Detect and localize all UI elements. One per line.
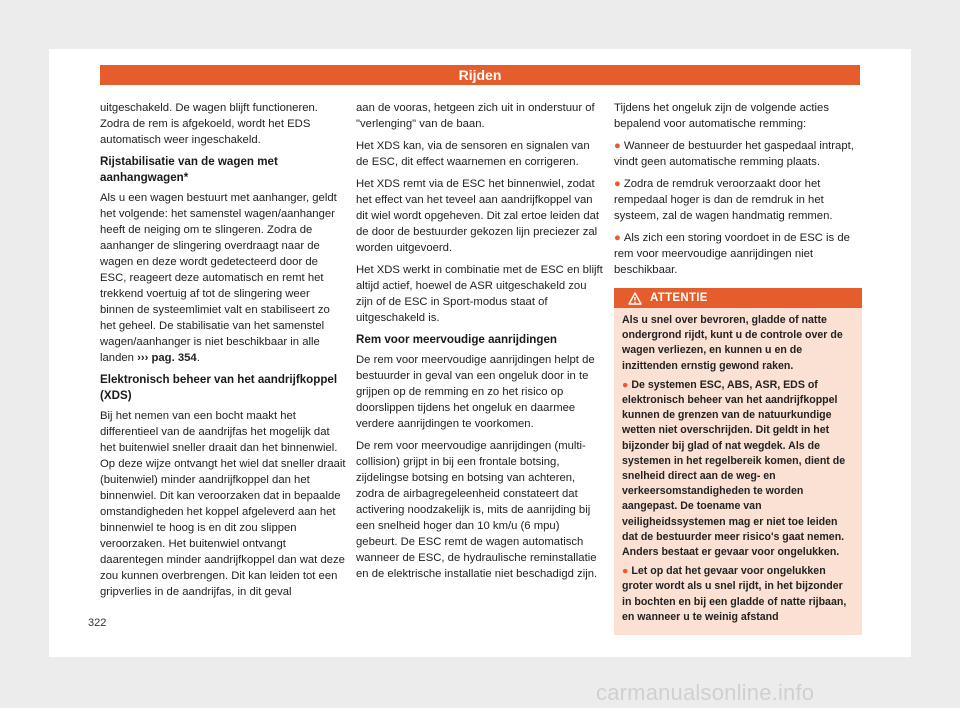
list-item: ● Zodra de remdruk veroorzaakt door het rempedaal hoger is dan de remdruk in het systeem, zal de wagen handmatig remmen. [614, 178, 833, 222]
paragraph: Het XDS kan, via de sensoren en signalen van de ESC, dit effect waarnemen en corrigeren. [356, 140, 590, 168]
bullet-icon: ● [614, 232, 621, 244]
paragraph: Tijdens het ongeluk zijn de volgende acties bepalend voor automatische remming: [614, 102, 829, 130]
bullet-icon: ● [614, 178, 621, 190]
section-title: Rijden [458, 67, 502, 83]
warning-list-item: ● Let op dat het gevaar voor ongelukken groter wordt als u snel rijdt, in het bijzonder in bochten en bij een gladde of natte rijbaan, en wanneer u te weinig afstand [622, 565, 847, 623]
heading-trailer-stabilization: Rijstabilisatie van de wagen met aanhangwagen* [100, 155, 278, 184]
list-item: ● Als zich een storing voordoet in de ESC is de rem voor meervoudige aanrijdingen niet beschikbaar. [614, 232, 850, 276]
list-item: ● Wanneer de bestuurder het gaspedaal intrapt, vindt geen automatische remming plaats. [614, 140, 854, 168]
paragraph: Het XDS werkt in combinatie met de ESC en blijft altijd actief, hoewel de ASR uitgeschakeld zou zijn of de ESC in Sport-modus staat of uitgeschakeld is. [356, 264, 603, 324]
page-number: 322 [88, 617, 107, 629]
paragraph: De rem voor meervoudige aanrijdingen helpt de bestuurder in geval van een ongeluk door in te grijpen op de remming en zo het risico op doorslippen tijdens het ongeluk en daarmee verdere aanrijdingen te voorkomen. [356, 354, 595, 430]
bullet-icon: ● [622, 565, 629, 578]
bullet-icon: ● [622, 378, 629, 391]
heading-xds: Elektronisch beheer van het aandrijfkoppel (XDS) [100, 373, 338, 402]
watermark: carmanualsonline.info [596, 680, 815, 705]
paragraph: Als u een wagen bestuurt met aanhanger, geldt het volgende: het samenstel wagen/aanhanger heeft de neiging om te slingeren. Zodra de aanhanger de slingering overdraagt naar de wagen en deze wordt gedetecteerd door de ESC, reageert deze automatisch en remt het trekkend voertuig af tot de slingering weer binnen de systeemlimiet valt en stabiliseert zo het geheel. De stabilisatie van het samenstel wagen/aanhanger is niet beschikbaar in alle landen ››› pag. 354. [100, 192, 337, 364]
warning-triangle-icon [628, 292, 642, 305]
warning-header [614, 288, 862, 308]
warning-box [614, 288, 862, 635]
page-reference-link[interactable]: ››› pag. 354 [137, 352, 197, 364]
bullet-icon: ● [614, 140, 621, 152]
heading-multi-collision-brake: Rem voor meervoudige aanrijdingen [356, 333, 558, 346]
column-2 [356, 100, 604, 588]
warning-list-item: ● De systemen ESC, ABS, ASR, EDS of elektronisch beheer van het aandrijfkoppel kunnen de grenzen van de natuurkundige wetten niet overschrijden. Dit geldt in het bijzonder bij glad of nat wegdek. Als de systemen in het regelbereik komen, dient de snelheid direct aan de weg- en verkeersomstandigheden te worden aangepast. De toename van veiligheidssystemen mag er niet toe leiden dat de bestuurder meer risico's gaat nemen. Anders bestaat er gevaar voor ongelukken. [622, 378, 846, 559]
warning-title: ATTENTIE [650, 292, 708, 304]
warning-intro: Als u snel over bevroren, gladde of natte ondergrond rijdt, kunt u de controle over de wagen verliezen, en kunnen u en de inzittenden ernstig gewond raken. [622, 314, 843, 372]
paragraph: uitgeschakeld. De wagen blijft functioneren. Zodra de rem is afgekoeld, wordt het EDS automatisch weer ingeschakeld. [100, 102, 318, 146]
section-header [100, 65, 860, 85]
column-3 [614, 100, 862, 635]
paragraph: De rem voor meervoudige aanrijdingen (multi-collision) grijpt in bij een frontale botsing, zijdelingse botsing en botsing van achteren, zodra de airbagregeleenheid constateert dat activering noodzakelijk is, mits de aanrijding bij een snelheid hoger dan 10 km/u (6 mpu) gebeurt. De ESC remt de wagen automatisch wanneer de ESC, de hydraulische reminstallatie en de elektrische installatie niet beschadigd zijn. [356, 440, 598, 580]
paragraph: aan de vooras, hetgeen zich uit in onderstuur of "verlenging" van de baan. [356, 102, 595, 130]
paragraph: Het XDS remt via de ESC het binnenwiel, zodat het effect van het teveel aan aandrijfkoppel van dit wiel wordt opgeheven. Dit zal ertoe leiden dat de door de bestuurder gekozen lijn preciezer zal worden uitgevoerd. [356, 178, 600, 254]
paragraph: Bij het nemen van een bocht maakt het differentieel van de aandrijfas het mogelijk dat het buitenwiel sneller draait dan het binnenwiel. Op deze wijze ontvangt het wiel dat sneller draait (buitenwiel) minder aandrijfkoppel dan het binnenwiel. Dit kan veroorzaken dat in bepaalde omstandigheden het koppel afgeleverd aan het binnenwiel te hoog is en dit zou slippen veroorzaken. Het buitenwiel ontvangt daarentegen minder aandrijfkoppel dan wat deze zou kunnen overbrengen. Dit kan leiden tot een gripverlies in de aandrijfas, in dit geval [100, 410, 346, 598]
warning-body [614, 308, 862, 625]
column-1 [100, 100, 346, 606]
